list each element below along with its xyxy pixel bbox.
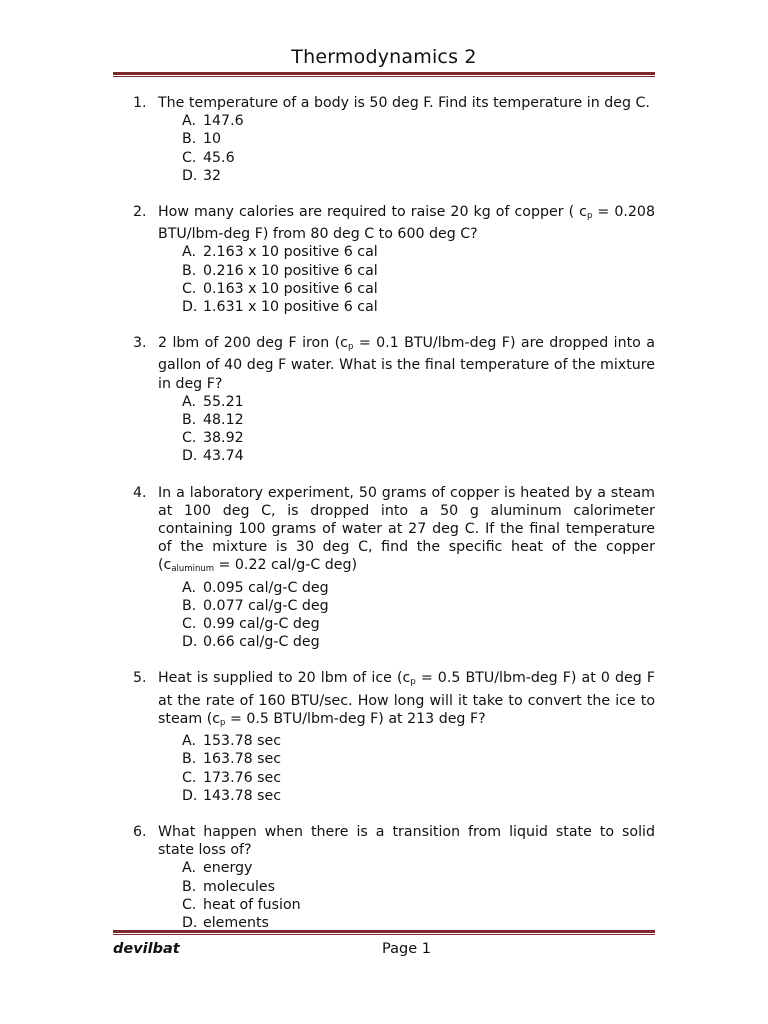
question-item — [133, 823, 655, 932]
subscript: p — [347, 342, 354, 353]
question-text — [158, 94, 655, 112]
option-text: 0.216 x 10 positive 6 cal — [203, 262, 378, 279]
answer-option — [182, 597, 655, 615]
option-text: 0.163 x 10 positive 6 cal — [203, 280, 378, 297]
option-letter: A. — [182, 113, 196, 130]
option-text: energy — [203, 860, 253, 877]
answer-option — [182, 298, 655, 316]
answer-options — [158, 859, 655, 932]
option-text: 0.095 cal/g-C deg — [203, 579, 329, 596]
option-text: molecules — [203, 878, 276, 895]
answer-option — [182, 769, 655, 787]
option-text: 143.78 sec — [203, 787, 282, 804]
option-letter: D. — [182, 634, 198, 651]
answer-option — [182, 787, 655, 805]
answer-option — [182, 393, 655, 411]
option-text: 0.077 cal/g-C deg — [203, 597, 329, 614]
page-title: Thermodynamics 2 — [291, 46, 477, 68]
option-letter: B. — [182, 131, 197, 148]
answer-option — [182, 243, 655, 261]
option-letter: A. — [182, 579, 196, 596]
option-letter: D. — [182, 914, 198, 931]
option-letter: B. — [182, 751, 197, 768]
answer-option — [182, 878, 655, 896]
header-divider — [113, 72, 655, 77]
question-text — [158, 203, 655, 243]
question-text-segment: How many calories are required to raise 20 kg of copper ( c — [158, 204, 587, 221]
answer-option — [182, 750, 655, 768]
question-text-segment: The temperature of a body is 50 deg F. Find its temperature in deg C. — [158, 95, 650, 111]
option-letter: B. — [182, 878, 197, 895]
question-text-segment: = 0.5 BTU/lbm-deg F) at 0 deg F at the rate of 160 BTU/sec. How long will it take to convert the ice to steam (c — [158, 670, 655, 727]
option-letter: D. — [182, 299, 198, 316]
question-list — [133, 94, 655, 950]
question-item — [133, 484, 655, 652]
question-number: 1. — [133, 95, 147, 111]
answer-option — [182, 167, 655, 185]
option-text: 147.6 — [203, 113, 244, 130]
option-text: elements — [203, 914, 269, 931]
subscript: aluminum — [171, 564, 214, 575]
question-text-segment: In a laboratory experiment, 50 grams of copper is heated by a steam at 100 deg C, is dropped into a 50 g aluminum calorimeter containing 100 grams of water at 27 deg C. If the final temperature of the mixture is 30 deg C, find the specific heat of the copper (c — [158, 484, 655, 574]
question-text-segment: Heat is supplied to 20 lbm of ice (c — [158, 670, 411, 687]
question-text — [158, 823, 655, 859]
question-text-segment: = 0.5 BTU/lbm-deg F) at 213 deg F? — [225, 710, 486, 727]
option-text: heat of fusion — [203, 896, 301, 913]
answer-option — [182, 262, 655, 280]
option-letter: C. — [182, 149, 197, 166]
option-text: 173.76 sec — [203, 769, 282, 786]
answer-option — [182, 615, 655, 633]
question-text-segment: = 0.1 BTU/lbm-deg F) are dropped into a gallon of 40 deg F water. What is the final temperature of the mixture in deg F? — [158, 335, 655, 392]
question-item — [133, 669, 655, 804]
question-number: 2. — [133, 204, 147, 221]
question-text-segment: 2 lbm of 200 deg F iron (c — [158, 335, 348, 352]
option-letter: B. — [182, 262, 197, 279]
answer-option — [182, 633, 655, 651]
option-text: 45.6 — [203, 149, 235, 166]
answer-option — [182, 859, 655, 877]
option-letter: C. — [182, 280, 197, 297]
question-item — [133, 203, 655, 316]
question-number: 6. — [133, 823, 147, 840]
option-letter: C. — [182, 430, 197, 447]
answer-option — [182, 579, 655, 597]
question-text-segment: = 0.208 BTU/lbm-deg F) from 80 deg C to 600 deg C? — [158, 204, 655, 243]
answer-options — [158, 243, 655, 316]
option-letter: D. — [182, 787, 198, 804]
option-text: 163.78 sec — [203, 751, 282, 768]
answer-option — [182, 112, 655, 130]
option-text: 32 — [203, 167, 222, 184]
answer-option — [182, 732, 655, 750]
answer-option — [182, 130, 655, 148]
question-text — [158, 669, 655, 732]
option-letter: B. — [182, 597, 197, 614]
option-letter: A. — [182, 244, 196, 261]
question-text-segment: What happen when there is a transition from liquid state to solid state loss of? — [158, 823, 655, 859]
question-text — [158, 334, 655, 393]
option-text: 48.12 — [203, 412, 244, 429]
question-item — [133, 94, 655, 185]
answer-options — [158, 732, 655, 805]
answer-option — [182, 429, 655, 447]
question-text — [158, 484, 655, 579]
answer-options — [158, 393, 655, 466]
option-text: 10 — [203, 131, 222, 148]
option-text: 38.92 — [203, 430, 244, 447]
option-letter: C. — [182, 616, 197, 633]
subscript: p — [220, 717, 226, 728]
footer-divider — [113, 930, 655, 935]
answer-option — [182, 447, 655, 465]
question-number: 5. — [133, 670, 147, 687]
question-number: 4. — [133, 484, 147, 501]
subscript: p — [586, 211, 593, 222]
answer-option — [182, 149, 655, 167]
answer-option — [182, 411, 655, 429]
option-letter: C. — [182, 896, 197, 913]
answer-option — [182, 896, 655, 914]
option-letter: D. — [182, 448, 198, 465]
option-text: 0.99 cal/g-C deg — [203, 616, 320, 633]
answer-options — [158, 112, 655, 185]
answer-options — [158, 579, 655, 652]
option-letter: A. — [182, 860, 196, 877]
option-text: 43.74 — [203, 448, 244, 465]
option-letter: C. — [182, 769, 197, 786]
question-text-segment: = 0.22 cal/g-C deg) — [214, 557, 358, 574]
option-text: 2.163 x 10 positive 6 cal — [203, 244, 378, 261]
question-item — [133, 334, 655, 465]
option-letter: A. — [182, 733, 196, 750]
question-number: 3. — [133, 335, 147, 352]
option-letter: B. — [182, 412, 197, 429]
footer-author: devilbat — [113, 941, 180, 957]
option-text: 0.66 cal/g-C deg — [203, 634, 320, 651]
option-letter: D. — [182, 167, 198, 184]
option-text: 55.21 — [203, 393, 244, 410]
footer-page-number: Page 1 — [382, 941, 431, 957]
option-text: 1.631 x 10 positive 6 cal — [203, 299, 378, 316]
answer-option — [182, 280, 655, 298]
option-text: 153.78 sec — [203, 733, 282, 750]
subscript: p — [410, 677, 416, 688]
option-letter: A. — [182, 393, 196, 410]
